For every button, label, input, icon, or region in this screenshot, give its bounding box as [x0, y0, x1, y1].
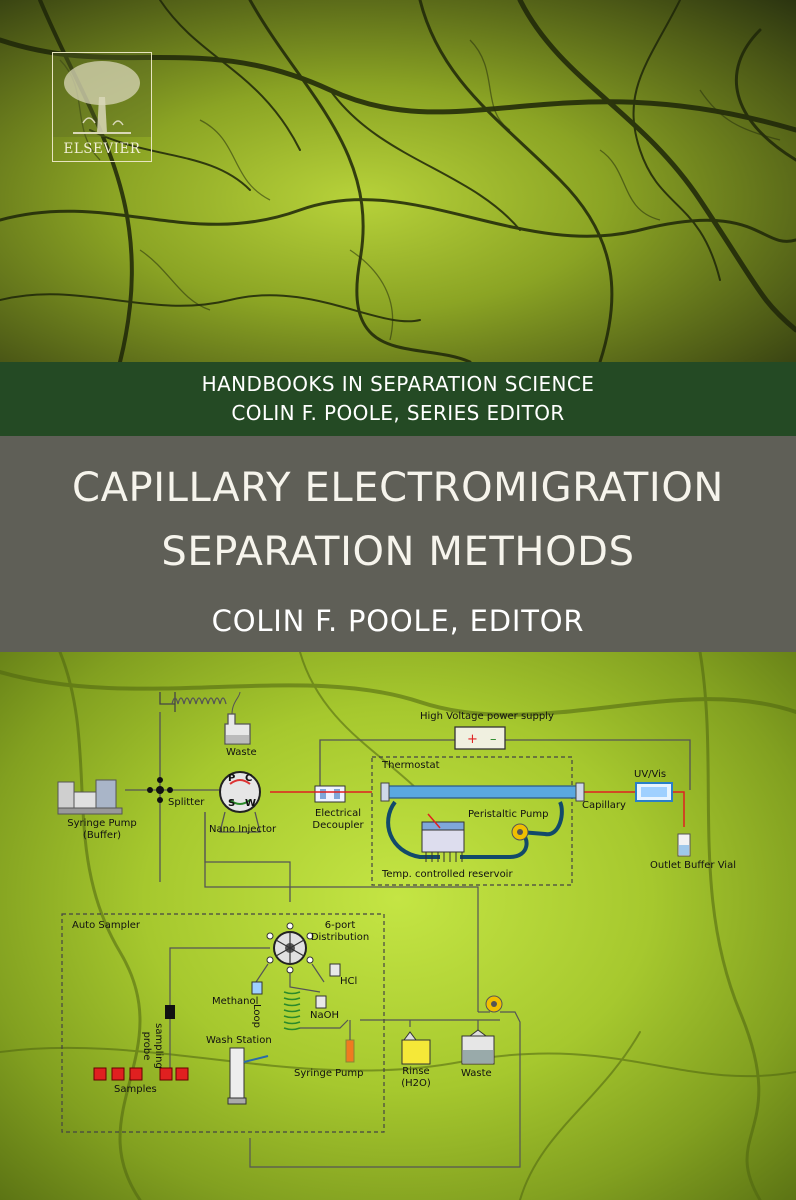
- label-port-s: S: [228, 798, 236, 809]
- label-auto-sampler: Auto Sampler: [72, 920, 141, 931]
- label-syringe-pump: Syringe Pump: [294, 1068, 364, 1079]
- syringe-pump-icon: [346, 1040, 354, 1062]
- label-peristaltic-pump: Peristaltic Pump: [468, 809, 549, 820]
- label-rinse: Rinse (H2O): [401, 1066, 431, 1089]
- label-waste-top: Waste: [226, 747, 257, 758]
- label-samples: Samples: [114, 1084, 157, 1095]
- six-port-valve-icon: [267, 923, 313, 973]
- tree-emblem-icon: [53, 53, 151, 137]
- methanol-vial-icon: [252, 982, 262, 994]
- label-distribution: 6-port Distribution: [310, 920, 370, 943]
- outlet-vial-icon: [678, 834, 690, 856]
- label-loop: Loop: [251, 1004, 262, 1028]
- book-editor: COLIN F. POOLE, EDITOR: [211, 604, 585, 638]
- label-high-voltage: High Voltage power supply: [420, 711, 554, 722]
- label-methanol: Methanol: [212, 996, 259, 1007]
- label-hcl: HCl: [340, 976, 358, 987]
- reservoir-icon: [422, 814, 464, 862]
- title-line-1: CAPILLARY ELECTROMIGRATION: [72, 465, 724, 511]
- label-port-p: P: [228, 773, 236, 784]
- waste-pump-icon: [486, 996, 502, 1012]
- series-name: HANDBOOKS IN SEPARATION SCIENCE: [201, 372, 595, 396]
- label-wash-station: Wash Station: [206, 1035, 272, 1046]
- svg-text:+: +: [467, 732, 478, 747]
- label-port-c: C: [245, 773, 253, 784]
- publisher-name: ELSEVIER: [63, 141, 141, 157]
- power-supply-icon: [455, 727, 505, 749]
- syringe-pump-buffer-icon: [58, 780, 122, 814]
- label-outlet-vial: Outlet Buffer Vial: [650, 860, 736, 871]
- elsevier-logo: [52, 52, 152, 162]
- auto-sampler-box: [62, 914, 384, 1132]
- title-line-2: SEPARATION METHODS: [161, 529, 635, 575]
- label-uv-vis: UV/Vis: [634, 769, 667, 780]
- sampling-probe-icon: [165, 1005, 175, 1019]
- waste-bottle-icon: [462, 1030, 494, 1064]
- series-band: [0, 362, 796, 436]
- title-band: [0, 436, 796, 652]
- electrical-decoupler-icon: [315, 786, 345, 802]
- rinse-bottle-icon: [402, 1032, 430, 1064]
- label-sampling-probe: sampling probe: [141, 1023, 164, 1069]
- coil-icon: [172, 698, 226, 704]
- peristaltic-pump-icon: [512, 824, 528, 840]
- hcl-vial-icon: [330, 964, 340, 976]
- naoh-vial-icon: [316, 996, 326, 1008]
- svg-text:–: –: [490, 732, 497, 747]
- top-tree-photo: [0, 0, 796, 362]
- ce-instrument-diagram: [0, 652, 796, 1200]
- thermostat-box: [372, 757, 572, 885]
- label-splitter: Splitter: [168, 797, 205, 808]
- label-thermostat: Thermostat: [382, 760, 440, 771]
- book-title: [0, 456, 796, 584]
- label-electrical-decoupler: Electrical Decoupler: [312, 808, 364, 831]
- sample-loop-icon: [284, 992, 300, 1030]
- label-waste-bottom: Waste: [461, 1068, 492, 1079]
- wash-station-icon: [228, 1048, 268, 1104]
- label-reservoir: Temp. controlled reservoir: [382, 869, 513, 880]
- label-nano-injector: Nano Injector: [209, 824, 277, 835]
- label-syringe-pump-buffer: Syringe Pump (Buffer): [67, 818, 137, 841]
- label-capillary: Capillary: [582, 800, 626, 811]
- label-naoh: NaOH: [310, 1010, 339, 1021]
- label-port-w: W: [245, 798, 257, 809]
- capillary-tube-icon: [385, 786, 580, 798]
- series-editor: COLIN F. POOLE, SERIES EDITOR: [231, 401, 565, 425]
